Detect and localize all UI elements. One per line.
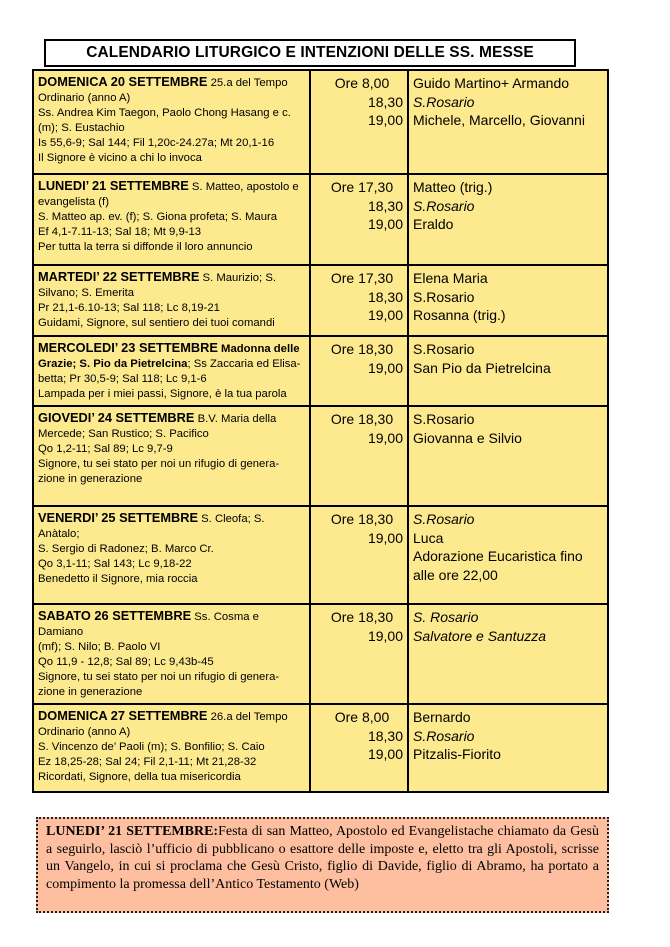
day-text-line: Per tutta la terra si diffonde il loro annuncio	[38, 241, 253, 253]
mass-intentions	[408, 506, 608, 604]
intention: S.Rosario	[413, 727, 475, 744]
intention: Salvatore e Santuzza	[413, 627, 547, 644]
note-text: Festa di san Matteo, Apostolo ed Evangelistache chiamato da Gesù a seguirlo, lasciò l’ufficio di pubblicano o esattore delle imposte e, eletto tra gli Apostoli, scrisse un Vangelo, in cui si proclama che Gesù Cristo, figlio di Davide, figlio di Abramo, ha portato a compimento la promessa dell’Antico Testamento (Web)	[46, 824, 599, 892]
mass-time: 19,00	[367, 746, 403, 762]
day-heading: LUNEDI’ 21 SETTEMBRE	[38, 178, 189, 193]
intention: S. Rosario	[413, 609, 479, 625]
day-row	[33, 70, 608, 174]
day-text-line: Qo 3,1-11; Sal 143; Lc 9,18-22	[38, 558, 192, 570]
mass-time: Ore 17,30	[330, 179, 394, 195]
mass-time: 19,00	[367, 216, 403, 232]
mass-time: 18,30	[367, 288, 403, 305]
intention: Eraldo	[413, 216, 454, 232]
mass-intentions	[408, 336, 608, 406]
intention: Rosanna (trig.)	[413, 307, 506, 323]
day-text-line: (m); S. Eustachio	[38, 122, 125, 134]
mass-intentions	[408, 174, 608, 265]
day-text-line: 25.a del Tempo	[210, 77, 288, 89]
day-text-line: zione in generazione	[38, 686, 143, 698]
day-heading: SABATO 26 SETTEMBRE	[38, 608, 192, 623]
day-heading: DOMENICA 27 SETTEMBRE	[38, 708, 208, 723]
intention: S.Rosario	[413, 93, 475, 110]
intention: Adorazione Eucaristica fino	[413, 548, 583, 564]
day-description	[33, 336, 310, 406]
day-description	[33, 406, 310, 506]
day-text-line: B.V. Maria della	[197, 413, 277, 425]
mass-time: 19,00	[367, 359, 403, 376]
mass-time: 19,00	[367, 307, 403, 323]
intention: S.Rosario	[413, 341, 475, 357]
intention: Michele, Marcello, Giovanni	[413, 112, 585, 128]
day-text-line: S. Vincenzo de’ Paoli (m); S. Bonfilio; S. Caio	[38, 741, 265, 753]
mass-times	[310, 336, 408, 406]
mass-time: Ore 18,30	[330, 609, 394, 625]
day-text-line: Mercede; San Rustico; S. Pacifico	[38, 428, 209, 440]
mass-times	[310, 406, 408, 506]
intention: Giovanna e Silvio	[413, 429, 522, 446]
day-text-line: Ez 18,25-28; Sal 24; Fil 2,1-11; Mt 21,28-32	[38, 756, 257, 768]
day-text-line: S. Matteo ap. ev. (f); S. Giona profeta; S. Maura	[38, 211, 278, 223]
mass-intentions	[408, 704, 608, 792]
day-heading: MARTEDI’ 22 SETTEMBRE	[38, 269, 200, 284]
day-description	[33, 506, 310, 604]
intention: Luca	[413, 529, 444, 546]
intention: Guido Martino+ Armando	[413, 75, 570, 91]
calendar-table	[32, 69, 609, 793]
mass-intentions	[408, 265, 608, 336]
intention: alle ore 22,00	[413, 566, 498, 583]
day-text-line: Ordinario (anno A)	[38, 726, 131, 738]
mass-time: 18,30	[367, 93, 403, 110]
day-text-line: Ricordati, Signore, della tua misericordia	[38, 771, 241, 783]
day-feast: Madonna delle	[221, 343, 300, 355]
mass-times	[310, 506, 408, 604]
intention: S.Rosario	[413, 511, 475, 527]
day-text-line: Signore, tu sei stato per noi un rifugio di genera-	[38, 671, 280, 683]
day-text-line: Qo 1,2-11; Sal 89; Lc 9,7-9	[38, 443, 173, 455]
day-text-line: ; Ss Zaccaria ed Elisa-	[187, 358, 301, 370]
intention: Matteo (trig.)	[413, 179, 493, 195]
note-box	[36, 817, 609, 913]
mass-time: 19,00	[367, 429, 403, 446]
mass-time: Ore 18,30	[330, 341, 394, 357]
day-text-line: S. Matteo, apostolo e	[191, 181, 299, 193]
day-row	[33, 406, 608, 506]
day-feast-cont: Grazie; S. Pio da Pietrelcina	[38, 358, 188, 370]
day-text-line: Signore, tu sei stato per noi un rifugio di genera-	[38, 458, 280, 470]
intention: Elena Maria	[413, 270, 488, 286]
mass-time: Ore 18,30	[330, 511, 394, 527]
day-text-line: Ss. Andrea Kim Taegon, Paolo Chong Hasang e c.	[38, 107, 291, 119]
intention: S.Rosario	[413, 288, 475, 305]
day-text-line: evangelista (f)	[38, 196, 109, 208]
mass-time: 19,00	[367, 627, 403, 644]
note-heading: LUNEDI’ 21 SETTEMBRE:	[46, 824, 219, 839]
mass-time: 19,00	[367, 529, 403, 546]
mass-times	[310, 265, 408, 336]
day-description	[33, 70, 310, 174]
intention: S.Rosario	[413, 411, 475, 427]
day-row	[33, 174, 608, 265]
intention: S.Rosario	[413, 197, 475, 214]
day-row	[33, 265, 608, 336]
day-text-line: S. Sergio di Radonez; B. Marco Cr.	[38, 543, 214, 555]
day-description	[33, 265, 310, 336]
day-text-line: Lampada per i miei passi, Signore, è la tua parola	[38, 388, 287, 400]
mass-time: 18,30	[367, 727, 403, 744]
day-row	[33, 336, 608, 406]
day-text-line: (mf); S. Nilo; B. Paolo VI	[38, 641, 161, 653]
day-text-line: Silvano; S. Emerita	[38, 287, 135, 299]
day-row	[33, 604, 608, 704]
day-text-line: Pr 21,1-6.10-13; Sal 118; Lc 8,19-21	[38, 302, 220, 314]
day-heading: MERCOLEDI’ 23 SETTEMBRE	[38, 340, 218, 355]
day-description	[33, 604, 310, 704]
day-row	[33, 506, 608, 604]
day-description	[33, 704, 310, 792]
intention: Pitzalis-Fiorito	[413, 746, 501, 762]
mass-time: Ore 8,00	[334, 709, 390, 725]
day-text-line: Ss. Cosma e Damiano	[38, 611, 259, 638]
mass-time: Ore 8,00	[334, 75, 390, 91]
day-heading: VENERDI’ 25 SETTEMBRE	[38, 510, 198, 525]
day-heading: DOMENICA 20 SETTEMBRE	[38, 74, 208, 89]
mass-intentions	[408, 406, 608, 506]
day-text-line: S. Cleofa; S. Anàtalo;	[38, 513, 265, 540]
mass-times	[310, 174, 408, 265]
mass-time: Ore 18,30	[330, 411, 394, 427]
day-text-line: Benedetto il Signore, mia roccia	[38, 573, 198, 585]
day-description	[33, 174, 310, 265]
mass-time: Ore 17,30	[330, 270, 394, 286]
page-title: CALENDARIO LITURGICO E INTENZIONI DELLE SS. MESSE	[44, 39, 576, 67]
mass-intentions	[408, 70, 608, 174]
day-text-line: Qo 11,9 - 12,8; Sal 89; Lc 9,43b-45	[38, 656, 214, 668]
day-text-line: S. Maurizio; S.	[202, 272, 276, 284]
mass-times	[310, 704, 408, 792]
day-text-line: Ef 4,1-7.11-13; Sal 18; Mt 9,9-13	[38, 226, 202, 238]
mass-time: 19,00	[367, 112, 403, 128]
day-text-line: Ordinario (anno A)	[38, 92, 131, 104]
day-text-line: Guidami, Signore, sul sentiero dei tuoi comandi	[38, 317, 275, 329]
day-text-line: betta; Pr 30,5-9; Sal 118; Lc 9,1-6	[38, 373, 207, 385]
mass-times	[310, 604, 408, 704]
mass-time: 18,30	[367, 197, 403, 214]
day-text-line: zione in generazione	[38, 473, 143, 485]
day-text-line: Is 55,6-9; Sal 144; Fil 1,20c-24.27a; Mt 20,1-16	[38, 137, 275, 149]
day-text-line: Il Signore è vicino a chi lo invoca	[38, 152, 202, 164]
day-row	[33, 704, 608, 792]
intention: Bernardo	[413, 709, 471, 725]
mass-intentions	[408, 604, 608, 704]
mass-times	[310, 70, 408, 174]
intention: San Pio da Pietrelcina	[413, 359, 551, 376]
day-heading: GIOVEDI’ 24 SETTEMBRE	[38, 410, 195, 425]
day-text-line: 26.a del Tempo	[210, 711, 288, 723]
